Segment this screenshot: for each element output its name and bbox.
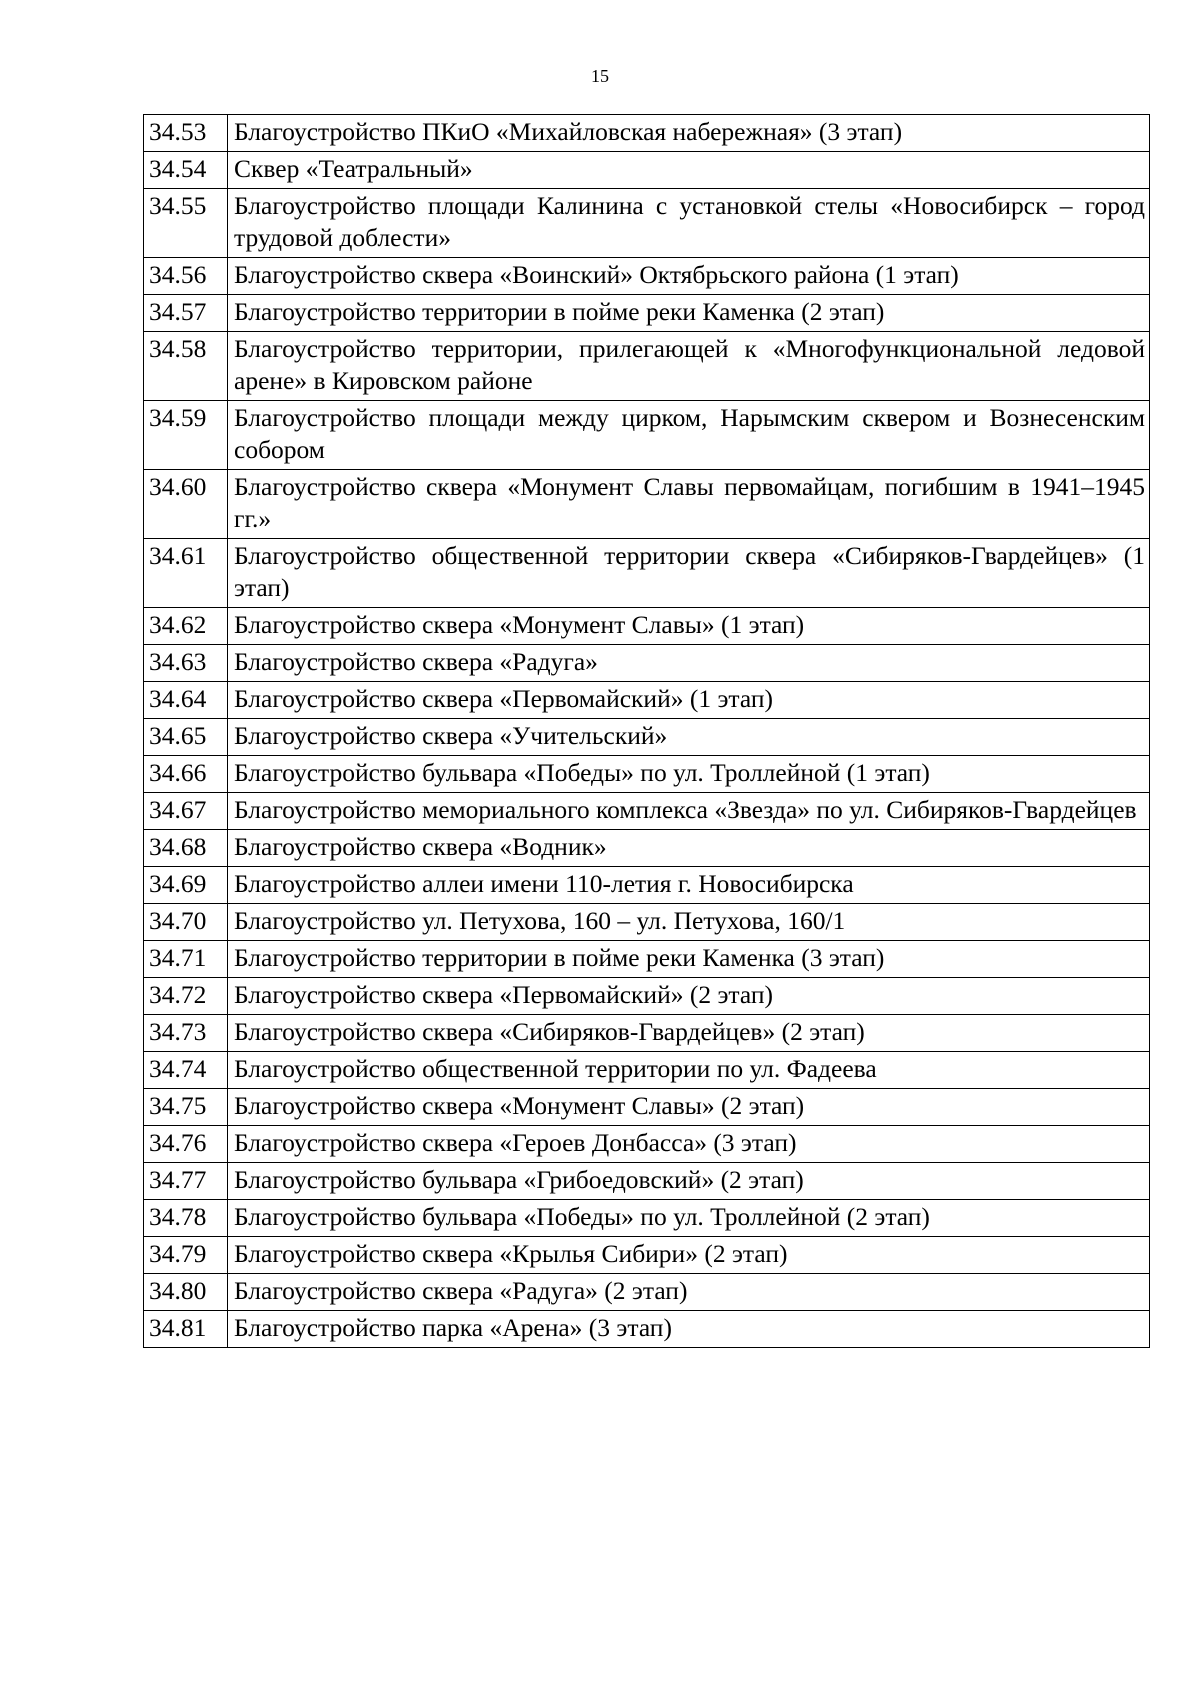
row-description: Благоустройство территории, прилегающей к «Многофункциональной ледовой арене» в Кировском районе <box>228 332 1150 401</box>
table-row <box>144 470 1150 539</box>
row-number: 34.62 <box>144 608 228 645</box>
row-description: Благоустройство мемориального комплекса «Звезда» по ул. Сибиряков-Гвардейцев <box>228 793 1150 830</box>
row-number: 34.58 <box>144 332 228 401</box>
row-description: Благоустройство сквера «Монумент Славы первомайцам, погибшим в 1941–1945 гг.» <box>228 470 1150 539</box>
row-number: 34.73 <box>144 1015 228 1052</box>
row-number: 34.75 <box>144 1089 228 1126</box>
table-row <box>144 1274 1150 1311</box>
row-description: Благоустройство общественной территории сквера «Сибиряков-Гвардейцев» (1 этап) <box>228 539 1150 608</box>
table-row <box>144 1015 1150 1052</box>
row-number: 34.68 <box>144 830 228 867</box>
row-description: Благоустройство сквера «Водник» <box>228 830 1150 867</box>
row-number: 34.57 <box>144 295 228 332</box>
row-description: Благоустройство ПКиО «Михайловская набережная» (3 этап) <box>228 115 1150 152</box>
row-number: 34.71 <box>144 941 228 978</box>
table-row <box>144 682 1150 719</box>
row-number: 34.60 <box>144 470 228 539</box>
row-number: 34.74 <box>144 1052 228 1089</box>
table-row <box>144 608 1150 645</box>
table-row <box>144 115 1150 152</box>
table-row <box>144 152 1150 189</box>
row-number: 34.81 <box>144 1311 228 1348</box>
table-row <box>144 830 1150 867</box>
row-number: 34.76 <box>144 1126 228 1163</box>
row-description: Благоустройство площади Калинина с установкой стелы «Новосибирск – город трудовой доблести» <box>228 189 1150 258</box>
row-description: Благоустройство сквера «Воинский» Октябрьского района (1 этап) <box>228 258 1150 295</box>
row-description: Благоустройство бульвара «Грибоедовский» (2 этап) <box>228 1163 1150 1200</box>
table-row <box>144 1126 1150 1163</box>
row-description: Благоустройство общественной территории по ул. Фадеева <box>228 1052 1150 1089</box>
table-row <box>144 1200 1150 1237</box>
row-number: 34.54 <box>144 152 228 189</box>
table-row <box>144 756 1150 793</box>
row-number: 34.64 <box>144 682 228 719</box>
row-number: 34.77 <box>144 1163 228 1200</box>
row-description: Благоустройство аллеи имени 110-летия г. Новосибирска <box>228 867 1150 904</box>
row-description: Благоустройство бульвара «Победы» по ул. Троллейной (2 этап) <box>228 1200 1150 1237</box>
table-row <box>144 332 1150 401</box>
row-number: 34.70 <box>144 904 228 941</box>
table-row <box>144 793 1150 830</box>
row-number: 34.69 <box>144 867 228 904</box>
row-description: Благоустройство парка «Арена» (3 этап) <box>228 1311 1150 1348</box>
row-description: Благоустройство сквера «Радуга» <box>228 645 1150 682</box>
row-description: Благоустройство сквера «Учительский» <box>228 719 1150 756</box>
table-row <box>144 1052 1150 1089</box>
items-table <box>143 114 1150 1348</box>
table-row <box>144 719 1150 756</box>
row-number: 34.63 <box>144 645 228 682</box>
row-number: 34.65 <box>144 719 228 756</box>
row-description: Благоустройство площади между цирком, Нарымским сквером и Вознесенским собором <box>228 401 1150 470</box>
row-description: Сквер «Театральный» <box>228 152 1150 189</box>
row-description: Благоустройство сквера «Героев Донбасса» (3 этап) <box>228 1126 1150 1163</box>
row-number: 34.78 <box>144 1200 228 1237</box>
row-number: 34.66 <box>144 756 228 793</box>
row-number: 34.67 <box>144 793 228 830</box>
row-description: Благоустройство сквера «Монумент Славы» (1 этап) <box>228 608 1150 645</box>
table-row <box>144 978 1150 1015</box>
row-number: 34.55 <box>144 189 228 258</box>
row-description: Благоустройство территории в пойме реки Каменка (3 этап) <box>228 941 1150 978</box>
row-description: Благоустройство ул. Петухова, 160 – ул. Петухова, 160/1 <box>228 904 1150 941</box>
table-row <box>144 401 1150 470</box>
row-number: 34.59 <box>144 401 228 470</box>
row-number: 34.79 <box>144 1237 228 1274</box>
row-number: 34.56 <box>144 258 228 295</box>
table-row <box>144 295 1150 332</box>
row-description: Благоустройство сквера «Радуга» (2 этап) <box>228 1274 1150 1311</box>
table-row <box>144 539 1150 608</box>
page-number: 15 <box>591 66 609 86</box>
table-row <box>144 1163 1150 1200</box>
row-description: Благоустройство сквера «Первомайский» (2 этап) <box>228 978 1150 1015</box>
row-number: 34.80 <box>144 1274 228 1311</box>
table-row <box>144 189 1150 258</box>
row-description: Благоустройство сквера «Крылья Сибири» (2 этап) <box>228 1237 1150 1274</box>
row-description: Благоустройство сквера «Первомайский» (1 этап) <box>228 682 1150 719</box>
row-description: Благоустройство сквера «Монумент Славы» (2 этап) <box>228 1089 1150 1126</box>
row-description: Благоустройство бульвара «Победы» по ул. Троллейной (1 этап) <box>228 756 1150 793</box>
table-row <box>144 258 1150 295</box>
row-number: 34.72 <box>144 978 228 1015</box>
table-row <box>144 1237 1150 1274</box>
table-row <box>144 904 1150 941</box>
row-number: 34.53 <box>144 115 228 152</box>
table-row <box>144 1311 1150 1348</box>
row-description: Благоустройство территории в пойме реки Каменка (2 этап) <box>228 295 1150 332</box>
row-number: 34.61 <box>144 539 228 608</box>
table-row <box>144 1089 1150 1126</box>
table-row <box>144 645 1150 682</box>
table-row <box>144 867 1150 904</box>
row-description: Благоустройство сквера «Сибиряков-Гвардейцев» (2 этап) <box>228 1015 1150 1052</box>
items-table-body <box>144 115 1150 1348</box>
table-row <box>144 941 1150 978</box>
